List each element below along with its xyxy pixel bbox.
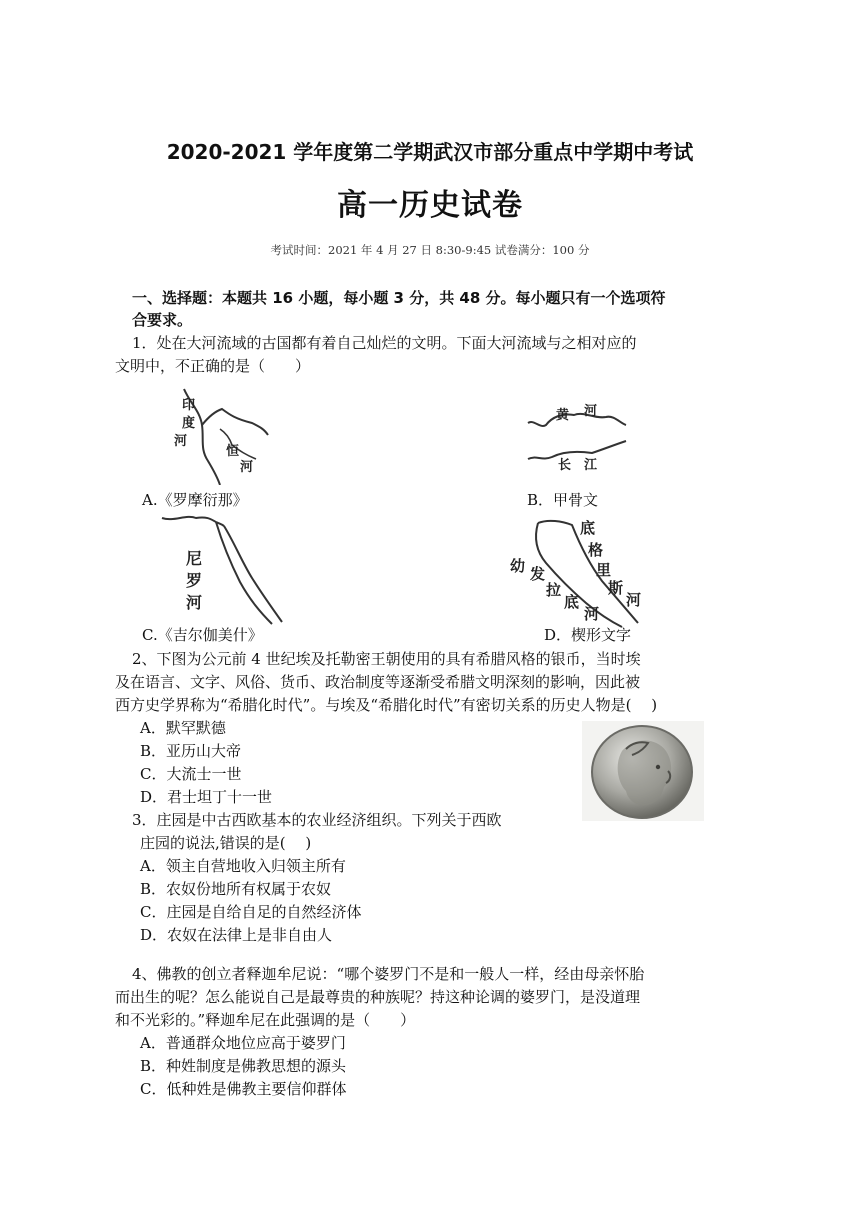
q2-option-b: B．亚历山大帝 <box>140 742 242 760</box>
map-d-label-10: 河 <box>584 605 600 623</box>
map-d-label-1: 底 <box>580 519 596 537</box>
paper-subtitle: 高一历史试卷 <box>337 188 523 223</box>
map-d-label-2: 格 <box>588 541 604 559</box>
q4-option-a: A．普通群众地位应高于婆罗门 <box>140 1034 346 1052</box>
exam-title: 2020-2021 学年度第二学期武汉市部分重点中学期中考试 <box>166 140 694 164</box>
map-a-label-4: 恒 <box>226 444 240 459</box>
q1-stem-cont: 文明中，不正确的是（ ） <box>115 357 311 375</box>
q3-option-d: D．农奴在法律上是非自由人 <box>140 926 333 944</box>
q4-option-c: C．低种姓是佛教主要信仰群体 <box>140 1080 347 1098</box>
q2-stem-cont-2: 西方史学界称为“希腊化时代”。与埃及“希腊化时代”有密切关系的历史人物是( ) <box>115 696 658 714</box>
map-c-label-3: 河 <box>186 593 203 612</box>
map-a-label-5: 河 <box>240 460 254 475</box>
map-b-label-1: 黄 <box>556 408 570 423</box>
map-d-label-8: 拉 <box>546 581 562 599</box>
map-d-label-9: 底 <box>564 593 580 611</box>
q3-option-a: A．领主自营地收入归领主所有 <box>140 857 346 875</box>
ptolemaic-coin-image <box>582 721 704 821</box>
q2-stem: 2、下图为公元前 4 世纪埃及托勒密王朝使用的具有希腊风格的银币，当时埃 <box>132 650 641 668</box>
q1-stem: 1．处在大河流域的古国都有着自己灿烂的文明。下面大河流域与之相对应的 <box>132 334 637 352</box>
yellow-yangtze-map <box>522 395 637 480</box>
q4-stem-cont-2: 和不光彩的。”释迦牟尼在此强调的是（ ） <box>115 1011 416 1029</box>
q3-option-c: C．庄园是自给自足的自然经济体 <box>140 903 362 921</box>
q1-option-d: D．楔形文字 <box>544 626 632 644</box>
map-b-label-3: 长 <box>558 458 572 473</box>
q2-option-d: D．君士坦丁十一世 <box>140 788 273 806</box>
q4-option-b: B．种姓制度是佛教思想的源头 <box>140 1057 347 1075</box>
map-b-label-4: 江 <box>584 458 598 473</box>
section-heading: 一、选择题：本题共 16 小题，每小题 3 分，共 48 分。每小题只有一个选项符 <box>132 289 666 307</box>
nile-map <box>160 512 290 627</box>
map-d-label-7: 发 <box>530 565 546 583</box>
map-c-label-1: 尼 <box>186 549 203 568</box>
q4-stem-cont-1: 而出生的呢？怎么能说自己是最尊贵的种族呢？持这种论调的婆罗门，是没道理 <box>115 988 641 1006</box>
q3-stem: 3．庄园是中古西欧基本的农业经济组织。下列关于西欧 <box>132 811 502 829</box>
map-a-label-2: 度 <box>182 416 196 431</box>
map-a-label-1: 印 <box>182 398 196 413</box>
map-d-label-5: 河 <box>626 591 642 609</box>
q2-option-a: A．默罕默德 <box>140 719 226 737</box>
q1-option-b: B．甲骨文 <box>527 491 599 509</box>
map-a-label-3: 河 <box>174 434 188 449</box>
q4-stem: 4、佛教的创立者释迦牟尼说：“哪个婆罗门不是和一般人一样，经由母亲怀胎 <box>132 965 645 983</box>
q1-option-a: A.《罗摩衍那》 <box>142 491 248 509</box>
indus-ganges-map <box>160 385 280 485</box>
q1-option-c: C.《吉尔伽美什》 <box>142 626 263 644</box>
q2-stem-cont-1: 及在语言、文字、风俗、货币、政治制度等逐渐受希腊文明深刻的影响，因此被 <box>115 673 641 691</box>
section-heading-cont: 合要求。 <box>132 311 193 329</box>
exam-info: 考试时间：2021 年 4 月 27 日 8:30-9:45 试卷满分：100 分 <box>270 243 590 257</box>
map-d-label-6: 幼 <box>510 557 526 575</box>
map-d-label-3: 里 <box>596 561 612 579</box>
map-d-label-4: 斯 <box>608 579 624 597</box>
q3-stem-cont: 庄园的说法,错误的是( ) <box>140 834 312 852</box>
map-b-label-2: 河 <box>584 404 598 419</box>
map-c-label-2: 罗 <box>186 571 203 590</box>
q3-option-b: B．农奴份地所有权属于农奴 <box>140 880 332 898</box>
q2-option-c: C．大流士一世 <box>140 765 242 783</box>
tigris-euphrates-map <box>506 515 656 630</box>
